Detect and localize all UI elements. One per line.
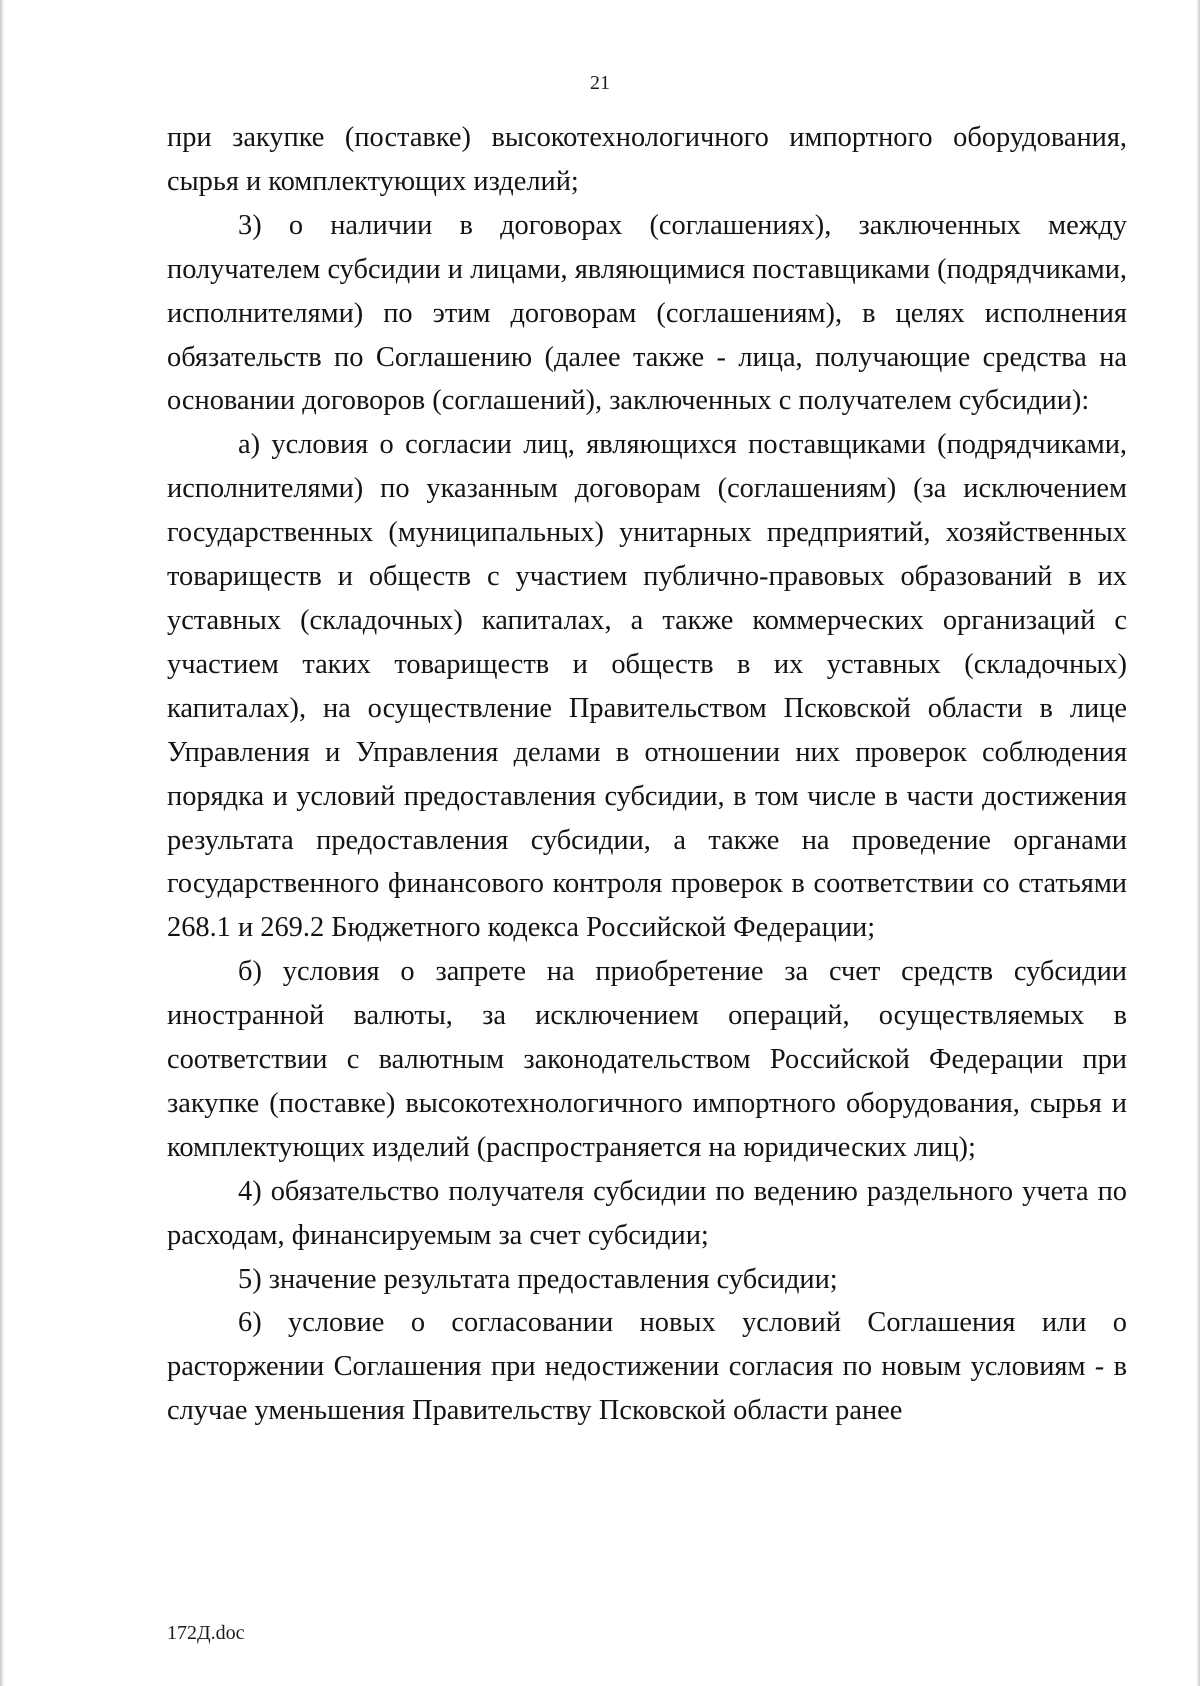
paragraph-item-3: 3) о наличии в договорах (соглашениях), заключенных между получателем субсидии и лицами, являющимися поставщиками (подрядчиками, исполнителями) по этим договорам (соглашениям), в целях исполнения обязательств по Соглашению (далее также - лица, получающие средства на основании договоров (соглашений), заключенных с получателем субсидии): — [167, 209, 1127, 417]
scan-right-edge — [1196, 0, 1200, 1686]
document-body — [167, 116, 1127, 1433]
paragraph-item-3b: б) условия о запрете на приобретение за счет средств субсидии иностранной валюты, за исключением операций, осуществляемых в соответствии с валютным законодательством Российской Федерации при закупке (поставке) высокотехнологичного импортного оборудования, сырья и комплектующих изделий (распространяется на юридических лиц); — [167, 956, 1127, 1163]
paragraph-item-4: 4) обязательство получателя субсидии по ведению раздельного учета по расходам, финансируемым за счет субсидии; — [167, 1175, 1127, 1251]
page-number: 21 — [590, 72, 610, 94]
paragraph-item-3a: а) условия о согласии лиц, являющихся поставщиками (подрядчиками, исполнителями) по указанным договорам (соглашениям) (за исключением государственных (муниципальных) унитарных предприятий, хозяйственных товариществ и обществ с участием публично-правовых образований в их уставных (складочных) капиталах, а также коммерческих организаций с участием таких товариществ и обществ в их уставных (складочных) капиталах), на осуществление Правительством Псковской области в лице Управления и Управления делами в отношении них проверок соблюдения порядка и условий предоставления субсидии, в том числе в части достижения результата предоставления субсидии, а также на проведение органами государственного финансового контроля проверок в соответствии со статьями 268.1 и 269.2 Бюджетного кодекса Российской Федерации; — [167, 429, 1127, 944]
paragraph-continuation: при закупке (поставке) высокотехнологичного импортного оборудования, сырья и комплектующих изделий; — [167, 122, 1127, 197]
paragraph-item-5: 5) значение результата предоставления субсидии; — [238, 1263, 838, 1295]
footer-filename: 172Д.doc — [167, 1622, 245, 1644]
scan-left-edge — [0, 0, 5, 1686]
paragraph-item-6: 6) условие о согласовании новых условий Соглашения или о расторжении Соглашения при недостижении согласия по новым условиям - в случае уменьшения Правительству Псковской области ранее — [167, 1307, 1127, 1427]
